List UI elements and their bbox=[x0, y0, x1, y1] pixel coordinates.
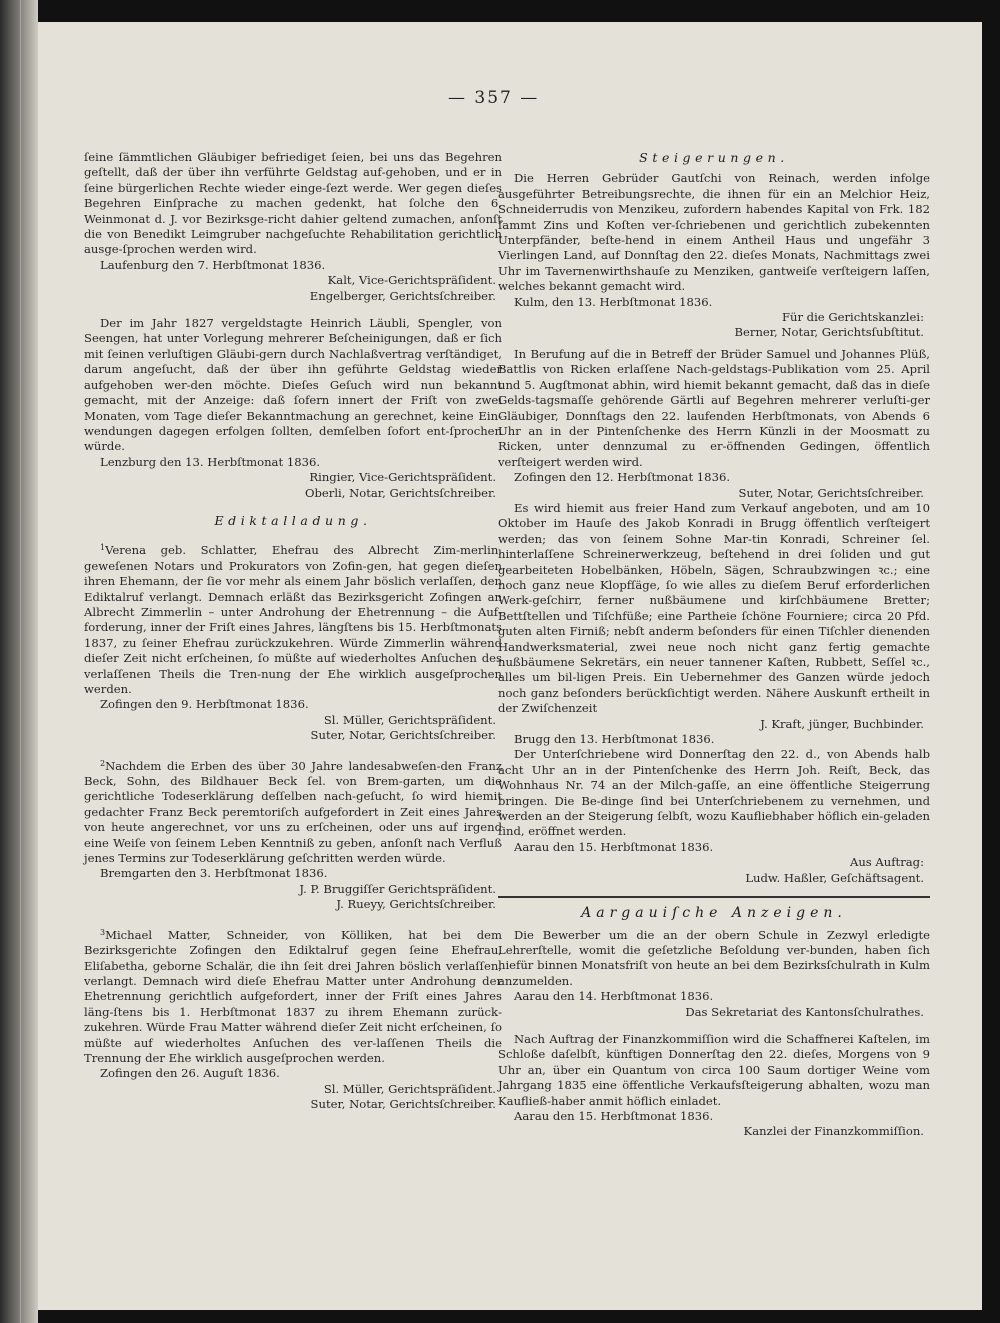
announcement-1-signature: Das Sekretariat des Kantonsſchulrathes. bbox=[685, 1004, 924, 1019]
announcement-2-text: Nach Auftrag der Finanzkommiſſion wird die Schaffnerei Kaſtelen, im Schloße daſelbſt, künftigen Donnerſtag den 22. dieſes, Morgens von 9 Uhr an, über ein Quantum von circa 100 Saum dortiger Weine vom Jahrgang 1835 eine öffentliche Verkaufsſteigerung abhalten, wozu man Kaufließ‐haber anmit höflich einladet. bbox=[498, 1031, 930, 1108]
rehabilitation-notice: ſeine ſämmtlichen Gläubiger befriediget ſeien, bei uns das Begehren geſtellt, daß der über ihn verführte Geldstag auf‐gehoben, und er in ſeine bürgerlichen Rechte wieder einge‐ſezt werde. Wer gegen dieſes Begehren Einſprache zu machen gedenkt, hat ſolche den 6. Weinmonat d. J. vor Bezirksge‐richt dahier geltend zumachen, anſonſt die von Benedikt Leimgruber nachgeſuchte Rehabilitation gerichtlich ausge‐ſprochen werden wird. bbox=[84, 150, 502, 257]
laeubli-signature-1: Ringier, Vice‐Gerichtspräſident. bbox=[309, 470, 496, 485]
rehabilitation-place-date: Laufenburg den 7. Herbſtmonat 1836. bbox=[100, 257, 326, 272]
edict-3-number: 3 bbox=[100, 927, 106, 937]
left-column bbox=[84, 150, 502, 1113]
auction-1-place-date: Kulm, den 13. Herbſtmonat 1836. bbox=[514, 294, 713, 309]
announcement-2-signature: Kanzlei der Finanzkommiſſion. bbox=[743, 1124, 924, 1139]
edict-2-number: 2 bbox=[100, 758, 106, 768]
auction-2-place-date: Zofingen den 12. Herbſtmonat 1836. bbox=[514, 470, 731, 485]
rehabilitation-signature-1: Kalt, Vice‐Gerichtspräſident. bbox=[327, 273, 496, 288]
edict-3-text bbox=[84, 925, 502, 1067]
auction-4-signature-2: Ludw. Haßler, Geſchäftsagent. bbox=[745, 870, 924, 885]
auction-1-text: Die Herren Gebrüder Gautſchi von Reinach, werden infolge ausgeführter Betreibungsrechte, die ihnen für ein an Melchior Heiz, Schneiderrudis von Menzikeu, zufordern habendes Kapital von Frk. 182 ſammt Zins und Koſten ver‐ſchriebenen und gerichtlich zubekennten Unterpfänder, beſte‐hend in einem Antheil Haus und ungefähr 3 Vierlingen Land, auf Donnſtag den 22. dieſes Monats, Nachmittags zwei Uhr im Tavernenwirthshauſe zu Menziken, gantweiſe verſteigern laſſen, welches bekannt gemacht wird. bbox=[498, 171, 930, 294]
auction-2-signature: Suter, Notar, Gerichtsſchreiber. bbox=[738, 485, 924, 500]
laeubli-place-date: Lenzburg den 13. Herbſtmonat 1836. bbox=[100, 454, 321, 469]
auction-1-signature-1: Für die Gerichtskanzlei: bbox=[781, 310, 924, 325]
edict-2-body: Nachdem die Erben des über 30 Jahre landesabweſen‐den Franz Beck, Sohn, des Bildhauer Beck ſel. von Brem‐garten, um die gerichtliche Todeserklärung deſſelben nach‐geſucht, ſo wird hiemit gedachter Franz Beck peremtoriſch aufgefordert in Zeit eines Jahres von heute angerechnet, vor uns zu erſcheinen, oder uns auf irgend eine Weiſe von ſeinem Leben Kenntniß zu geben, anſonſt nach Verfluß jenes Termins zur Todeserklärung geſchritten werden würde. bbox=[84, 758, 502, 866]
announcement-1-text: Die Bewerber um die an der obern Schule in Zezwyl erledigte Lehrerſtelle, womit die geſetzliche Beſoldung ver‐bunden, haben ſich hiefür binnen Monatsfriſt von heute an bei dem Bezirksſchulrath in Kulm anzumelden. bbox=[498, 927, 930, 988]
edict-3-body: Michael Matter, Schneider, von Kölliken, hat bei dem Bezirksgerichte Zofingen den Ediktalruf gegen ſeine Ehefrau, Eliſabetha, geborne Schalär, die ihn ſeit drei Jahren böslich verlaſſen, verlangt. Demnach wird dieſe Ehefrau Matter unter Androhung der Ehetrennung gerichtlich aufgefordert, inner der Friſt eines Jahres läng‐ſtens bis 1. Herbſtmonat 1837 zu ihrem Ehemann zurück‐zukehren. Würde Frau Matter während dieſer Zeit nicht erſcheinen, ſo müßte auf wiederholtes Anſuchen des ver‐laſſenen Theils die Trennung der Ehe wirklich ausgeſprochen werden. bbox=[84, 927, 502, 1065]
section-heading-steigerungen: Steigerungen. bbox=[639, 150, 789, 165]
auction-2-text: In Berufung auf die in Betreff der Brüder Samuel und Johannes Plüß, Battlis von Ricken erlaſſene Nach‐geldstags‐Publikation vom 25. April und 5. Augſtmonat abhin, wird hiemit bekannt gemacht, daß das in dieſe Gelds‐tagsmaſſe gehörende Gärtli auf Begehren mehrerer verluſti‐ger Gläubiger, Donnſtags den 22. laufenden Herbſtmonats, von Abends 6 Uhr an in der Pintenſchenke des Herrn Künzli in der Moosmatt zu Ricken, unter dennzumal zu er‐öffnenden Gedingen, öffentlich verſteigert werden wird. bbox=[498, 346, 930, 469]
auction-3-place-date: Brugg den 13. Herbſtmonat 1836. bbox=[514, 732, 715, 747]
auction-3-signature: J. Kraft, jünger, Buchbinder. bbox=[760, 716, 924, 731]
edict-3-place-date: Zofingen den 26. Auguſt 1836. bbox=[100, 1066, 280, 1081]
spine-edge bbox=[20, 0, 21, 1323]
laeubli-signature-2: Oberli, Notar, Gerichtsſchreiber. bbox=[305, 485, 496, 500]
edict-1-place-date: Zofingen den 9. Herbſtmonat 1836. bbox=[100, 697, 309, 712]
edict-2-signature-2: J. Rueyy, Gerichtsſchreiber. bbox=[336, 897, 496, 912]
auction-3-text: Es wird hiemit aus freier Hand zum Verkauf angeboten, und am 10 Oktober im Hauſe des Jakob Konradi in Brugg öffentlich verſteigert werden; das von ſeinem Sohne Mar‐tin Konradi, Schreiner ſel. hinterlaſſene Schreinerwerkzeug, beſtehend in drei ſoliden und gut gearbeiteten Hobelbänken, Höbeln, Sägen, Schraubzwingen ꝛc.; eine noch ganz neue Klopfſäge, ſo wie alles zu dieſem Beruf erforderlichen Werk‐geſchirr, ferner nußbäumene und kirſchbäumene Bretter; Bettſtellen und Tiſchfüße; eine Partheie ſchöne Fourniere; circa 20 Pfd. guten alten Firniß; nebſt anderm beſonders für einen Tiſchler dienenden Handwerksmaterial, zwei neue noch nicht ganz fertig gemachte nußbäumene Sekretärs, ein neuer tannener Kaſten, Rubbett, Seſſel ꝛc., alles um bil‐ligen Preis. Ein Uebernehmer des Ganzen würde jedoch noch ganz beſonders berückſichtigt werden. Nähere Auskunft ertheilt in der Zwiſchenzeit bbox=[498, 500, 930, 716]
laeubli-notice: Der im Jahr 1827 vergeldstagte Heinrich Läubli, Spengler, von Seengen, hat unter Vorlegung mehrerer Beſcheinigungen, daß er ſich mit ſeinen verluſtigen Gläubi‐gern durch Nachlaßvertrag verſtändiget, darum angeſucht, daß der über ihn geführte Geldstag wieder aufgehoben wer‐den möchte. Dieſes Geſuch wird nun bekannt gemacht, mit der Anzeige: daß ſofern innert der Friſt von zwei Monaten, vom Tage dieſer Bekanntmachung an gerechnet, keine Ein‐wendungen dagegen erfolgen ſollten, demſelben ſofort ent‐ſprochen würde. bbox=[84, 316, 502, 454]
section-heading-aargauische-anzeigen: Aargauiſche Anzeigen. bbox=[581, 905, 847, 922]
edict-2-place-date: Bremgarten den 3. Herbſtmonat 1836. bbox=[100, 866, 328, 881]
edict-2-signature-1: J. P. Bruggiſſer Gerichtspräſident. bbox=[299, 881, 496, 896]
edict-1-signature-2: Suter, Notar, Gerichtsſchreiber. bbox=[310, 728, 496, 743]
auction-4-signature-1: Aus Auftrag: bbox=[849, 855, 924, 870]
right-column bbox=[498, 150, 930, 1140]
edict-2-text bbox=[84, 756, 502, 867]
section-heading-ediktalladung: Ediktalladung. bbox=[214, 512, 372, 528]
newspaper-page bbox=[38, 22, 982, 1310]
book-spine bbox=[0, 0, 38, 1323]
edict-1-signature-1: Sl. Müller, Gerichtspräſident. bbox=[323, 712, 496, 727]
auction-4-place-date: Aarau den 15. Herbſtmonat 1836. bbox=[514, 839, 714, 854]
auction-1-signature-2: Berner, Notar, Gerichtsſubſtitut. bbox=[734, 325, 924, 340]
edict-3-signature-2: Suter, Notar, Gerichtsſchreiber. bbox=[310, 1097, 496, 1112]
page-number: — 357 — bbox=[448, 88, 540, 108]
auction-4-text: Der Unterſchriebene wird Donnerſtag den 22. d., von Abends halb acht Uhr an in der Pintenſchenke des Herrn Joh. Reiſt, Beck, das Wohnhaus Nr. 74 an der Milch‐gaſſe, an eine öffentliche Steigerrung bringen. Die Be‐dinge ſind bei Unterſchriebenem zu vernehmen, und werden an der Steigerung ſelbſt, wozu Kaufliebhaber höflich ein‐geladen ſind, eröffnet werden. bbox=[498, 747, 930, 839]
rehabilitation-signature-2: Engelberger, Gerichtsſchreiber. bbox=[309, 288, 496, 303]
edict-1-body: Verena geb. Schlatter, Ehefrau des Albrecht Zim‐merlin, geweſenen Notars und Prokurators von Zofin‐gen, hat gegen dieſen ihren Ehemann, der ſie vor mehr als einem Jahr böslich verlaſſen, den Ediktalruf verlangt. Demnach erläßt das Bezirksgericht Zofingen an Albrecht Zimmerlin – unter Androhung der Ehetrennung – die Auf‐forderung, inner der Friſt eines Jahres, längſtens bis 15. Herbſtmonats 1837, zu ſeiner Ehefrau zurückzukehren. Würde Zimmerlin während dieſer Zeit nicht erſcheinen, ſo müßte auf wiederholtes Anſuchen des verlaſſenen Theils die Tren‐nung der Ehe wirklich ausgeſprochen werden. bbox=[84, 543, 502, 696]
edict-1-text bbox=[84, 540, 502, 697]
edict-3-signature-1: Sl. Müller, Gerichtspräſident. bbox=[323, 1081, 496, 1096]
announcement-2-place-date: Aarau den 15. Herbſtmonat 1836. bbox=[514, 1108, 714, 1123]
edict-1-number: 1 bbox=[100, 543, 106, 553]
announcement-1-place-date: Aarau den 14. Herbſtmonat 1836. bbox=[514, 989, 714, 1004]
section-divider-rule bbox=[498, 896, 930, 898]
